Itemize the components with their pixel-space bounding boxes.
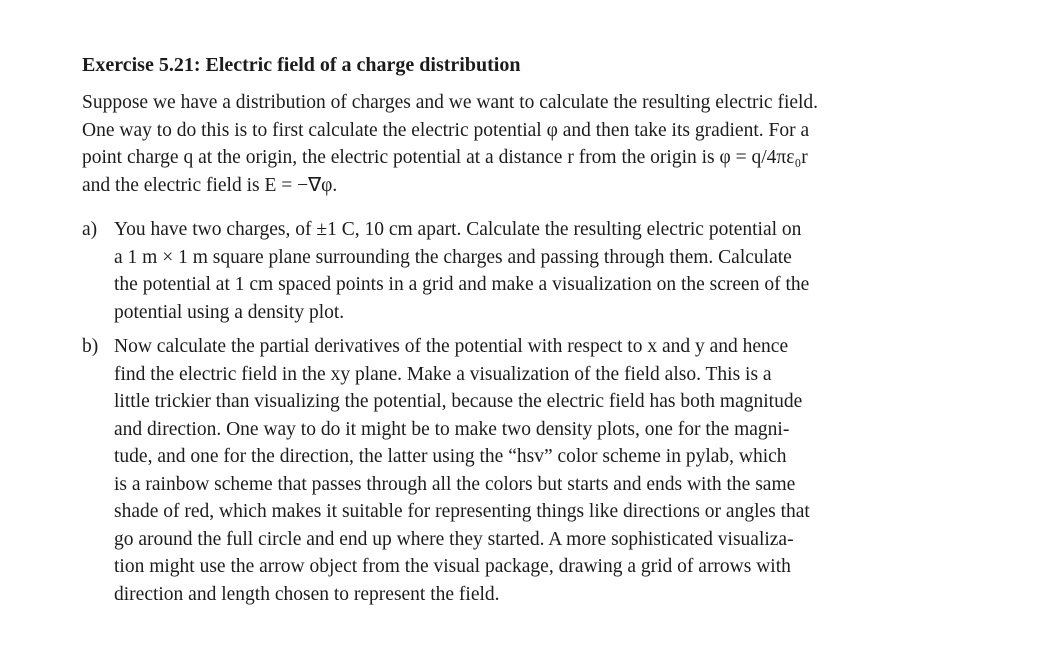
part-line: little trickier than visualizing the potential, because the electric field has both magnitude: [114, 391, 803, 412]
part-line: and direction. One way to do it might be to make two density plots, one for the magni-: [114, 418, 790, 440]
intro-line: point charge q at the origin, the electric potential at a distance r from the origin is φ = q/4πε₀r: [82, 147, 808, 168]
part-line: is a rainbow scheme that passes through all the colors but starts and ends with the same: [114, 473, 796, 495]
part-line: find the electric field in the xy plane. Make a visualization of the field also. This is a: [114, 363, 772, 385]
part-line: direction and length chosen to represent the field.: [114, 583, 500, 605]
part-line: go around the full circle and end up where they started. A more sophisticated visualiza-: [114, 528, 794, 550]
part-line: the potential at 1 cm spaced points in a grid and make a visualization on the screen of the: [114, 274, 810, 295]
part-a-body: [114, 216, 809, 326]
part-b: [82, 333, 982, 608]
part-line: a 1 m × 1 m square plane surrounding the charges and passing through them. Calculate: [114, 246, 792, 268]
exercise-page: [82, 52, 982, 615]
part-line: shade of red, which makes it suitable for representing things like directions or angles that: [114, 501, 810, 522]
part-a-label: a): [82, 219, 98, 240]
intro-line: One way to do this is to first calculate the electric potential φ and then take its gradient. For a: [82, 119, 810, 141]
intro-line: Suppose we have a distribution of charges and we want to calculate the resulting electric field.: [82, 92, 819, 113]
part-line: Now calculate the partial derivatives of the potential with respect to x and y and hence: [114, 336, 789, 357]
intro-line: and the electric field is E = −∇φ.: [82, 174, 338, 196]
part-line: potential using a density plot.: [114, 301, 345, 323]
exercise-title: Exercise 5.21: Electric field of a charge distribution: [82, 54, 521, 76]
part-a: [82, 216, 982, 326]
part-b-body: [114, 333, 810, 608]
part-line: tion might use the arrow object from the visual package, drawing a grid of arrows with: [114, 556, 791, 577]
part-line: tude, and one for the direction, the latter using the “hsv” color scheme in pylab, which: [114, 446, 787, 467]
part-b-label: b): [82, 336, 99, 357]
exercise-intro: [82, 89, 982, 199]
exercise-parts: [82, 216, 982, 608]
part-line: You have two charges, of ±1 C, 10 cm apart. Calculate the resulting electric potential on: [114, 219, 802, 240]
